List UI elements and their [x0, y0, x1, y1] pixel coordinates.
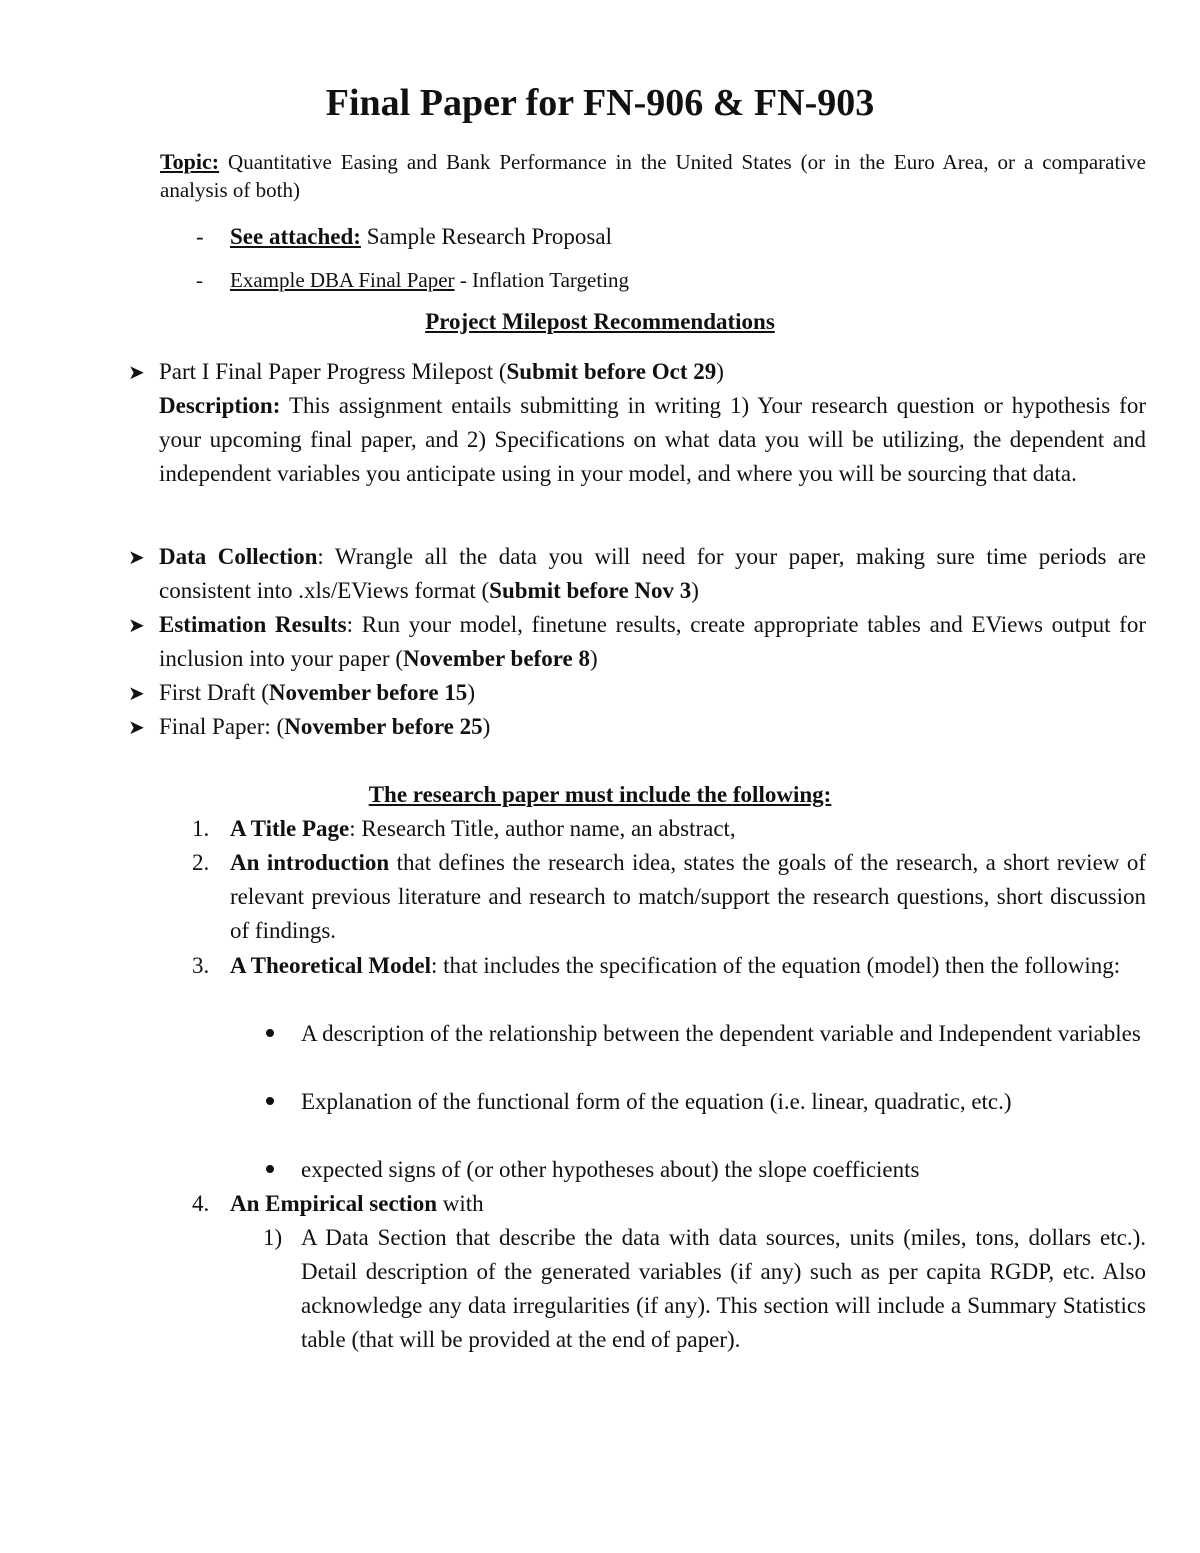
see-attached-label: See attached:	[230, 224, 361, 249]
requirement-text: with	[437, 1191, 484, 1216]
list-number: 3.	[192, 953, 210, 978]
requirement-label: A Title Page	[230, 816, 350, 841]
sub-bullet: expected signs of (or other hypotheses about) the slope coefficients	[301, 1157, 920, 1182]
arrow-bullet-icon: ➤	[128, 545, 145, 569]
milepost-item	[159, 355, 724, 389]
sub-bullet: Explanation of the functional form of the equation (i.e. linear, quadratic, etc.)	[301, 1089, 1012, 1114]
bullet-dot-icon	[266, 1029, 274, 1037]
requirement-label: An Empirical section	[230, 1191, 437, 1216]
milepost-item	[159, 540, 1146, 608]
milepost-tail: )	[691, 578, 699, 603]
requirement-text: : Research Title, author name, an abstract,	[349, 816, 736, 841]
description-label: Description:	[159, 393, 281, 418]
milepost-tail: )	[467, 680, 475, 705]
milepost-heading: Project Milepost Recommendations	[425, 309, 775, 334]
data-section-paragraph: A Data Section that describe the data with data sources, units (miles, tons, dollars etc.). Detail description of the generated variables (if any) such as per capita RGDP, etc. Also acknowledge any data irregularities (if any). This section will include a Summary Statistics table (that will be provided at the end of paper).	[301, 1225, 1146, 1352]
milepost-deadline: Submit before Nov 3	[489, 578, 692, 603]
arrow-bullet-icon: ➤	[128, 681, 145, 705]
milepost-text: : Wrangle all the data you will need for your paper, making sure time periods are consistent into .xls/EViews format (	[159, 544, 1146, 603]
requirements-heading: The research paper must include the following:	[368, 782, 832, 807]
topic-paragraph	[160, 148, 1146, 204]
arrow-bullet-icon: ➤	[128, 360, 145, 384]
arrow-bullet-icon: ➤	[128, 715, 145, 739]
list-number: 1.	[192, 816, 210, 841]
description-text: This assignment entails submitting in writing 1) Your research question or hypothesis for your upcoming final paper, and 2) Specifications on what data you will be utilizing, the dependent and independent variables you anticipate using in your model, and where you will be sourcing that data.	[159, 393, 1146, 486]
requirement-label: A Theoretical Model	[230, 953, 432, 978]
milepost-description	[159, 389, 1146, 491]
milepost-name: Part I Final Paper Progress Milepost (	[159, 359, 507, 384]
milepost-item	[159, 676, 475, 710]
requirement-text: : that includes the specification of the equation (model) then the following:	[431, 953, 1121, 978]
attachment-item	[230, 220, 612, 254]
example-paper-text: - Inflation Targeting	[459, 268, 630, 292]
example-paper-link[interactable]: Example DBA Final Paper	[230, 268, 455, 292]
attachment-item	[230, 264, 629, 296]
milepost-name: Final Paper: (	[159, 714, 285, 739]
milepost-tail: )	[482, 714, 491, 739]
milepost-name: First Draft (	[159, 680, 269, 705]
milepost-text: : Run your model, finetune results, create appropriate tables and EViews output for inclusion into your paper (	[159, 612, 1146, 671]
milepost-name: Estimation Results	[159, 612, 347, 637]
milepost-deadline: Submit before Oct 29	[506, 359, 717, 384]
list-number: 4.	[192, 1191, 210, 1216]
milepost-deadline: November before 25	[284, 714, 483, 739]
milepost-item	[159, 608, 1146, 676]
attachment-item	[196, 220, 204, 254]
topic-label: Topic:	[160, 149, 220, 174]
page-title: Final Paper for FN-906 & FN-903	[325, 82, 875, 124]
bullet-dot-icon	[266, 1165, 274, 1173]
requirement-item	[230, 949, 1146, 983]
sub-list-number: 1)	[263, 1225, 283, 1250]
milepost-item	[159, 710, 490, 744]
requirement-label: An introduction	[230, 850, 390, 875]
list-number: 2.	[192, 850, 210, 875]
see-attached-text: Sample Research Proposal	[366, 224, 612, 249]
arrow-bullet-icon: ➤	[128, 613, 145, 637]
milepost-tail: )	[589, 646, 598, 671]
bullet-dot-icon	[266, 1097, 274, 1105]
milepost-deadline: November before 8	[403, 646, 590, 671]
requirement-item	[230, 812, 736, 846]
requirement-item	[230, 846, 1146, 948]
milepost-deadline: November before 15	[268, 680, 468, 705]
milepost-tail: )	[716, 359, 724, 384]
requirement-text: that defines the research idea, states the goals of the research, a short review of relevant previous literature and research to match/support the research questions, short discussion of findings.	[230, 850, 1147, 943]
milepost-name: Data Collection	[159, 544, 318, 569]
dash-bullet: -	[196, 268, 203, 292]
requirement-item	[230, 1187, 484, 1221]
topic-text: Quantitative Easing and Bank Performance in the United States (or in the Euro Area, or a comparative analysis of both)	[160, 150, 1146, 202]
attachment-item	[196, 264, 203, 296]
sub-bullet: A description of the relationship between the dependent variable and Independent variables	[301, 1021, 1141, 1046]
dash-bullet: -	[196, 224, 204, 249]
